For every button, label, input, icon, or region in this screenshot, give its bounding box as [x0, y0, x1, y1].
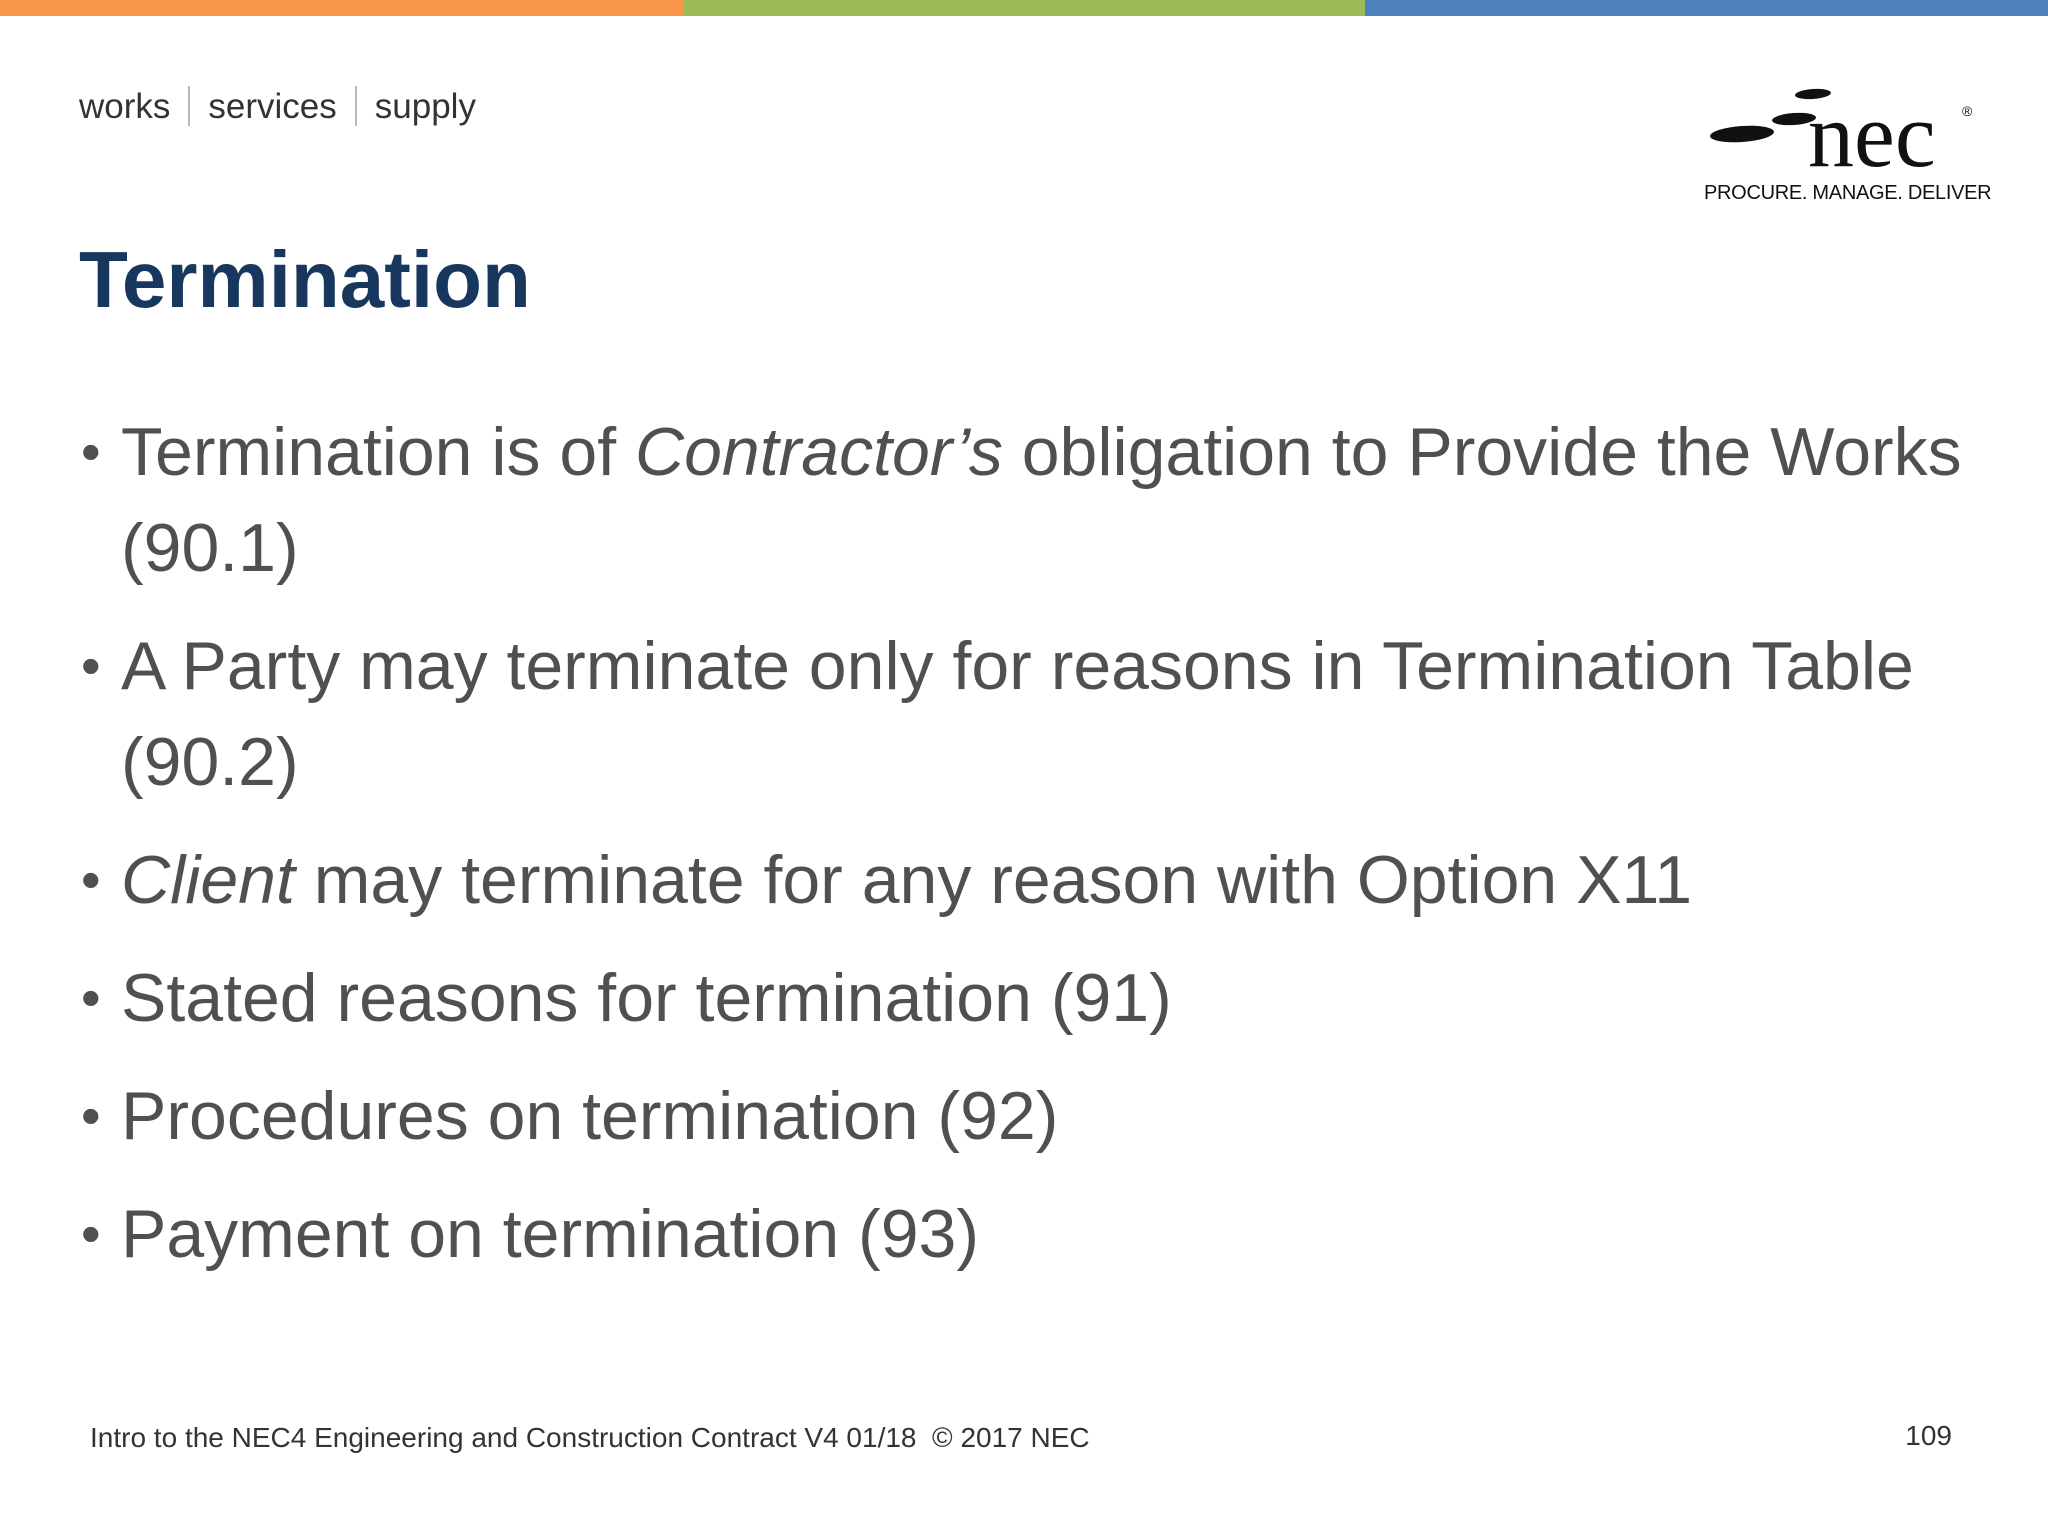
bullet-item	[79, 618, 1979, 810]
nec-logo-mark	[1700, 86, 1990, 176]
bullet-italic-term: Contractor’s	[634, 414, 1003, 490]
page-number: 109	[1905, 1420, 1952, 1451]
bullet-dot: •	[81, 634, 101, 697]
bullet-text: obligation to Provide the Works (90.1)	[121, 414, 1962, 586]
bullet-list	[79, 404, 1979, 1304]
tagline-services: services	[208, 86, 337, 126]
tagline-supply: supply	[374, 86, 476, 126]
footer-text: Intro to the NEC4 Engineering and Construction Contract V4 01/18 © 2017 NEC	[90, 1422, 1090, 1453]
bullet-text: A Party may terminate only for reasons in Termination Table (90.2)	[121, 628, 1914, 800]
top-color-bar	[0, 0, 2048, 16]
bullet-item	[79, 404, 1979, 596]
bullet-dot: •	[81, 1084, 101, 1147]
slide-title: Termination	[79, 235, 531, 324]
tagline-works: works	[79, 86, 171, 126]
bullet-text: may terminate for any reason with Option X11	[294, 842, 1693, 918]
bullet-item	[79, 950, 1979, 1046]
bullet-dot: •	[81, 420, 101, 483]
bullet-text: Termination is of	[121, 414, 635, 490]
tagline-divider	[188, 86, 190, 126]
top-bar-blue-segment	[1365, 0, 2048, 16]
registered-mark: ®	[1962, 103, 1973, 119]
bullet-item	[79, 1068, 1979, 1164]
bullet-dot: •	[81, 1202, 101, 1265]
nec-logo	[1700, 86, 1990, 206]
bullet-text: Stated reasons for termination (91)	[121, 960, 1172, 1036]
header-tagline	[79, 86, 476, 126]
top-bar-green-segment	[683, 0, 1366, 16]
tagline-divider	[355, 86, 357, 126]
top-bar-orange-segment	[0, 0, 683, 16]
bullet-text: Procedures on termination (92)	[121, 1078, 1059, 1154]
bullet-dot: •	[81, 848, 101, 911]
bullet-italic-term: Client	[121, 842, 295, 918]
bullet-item	[79, 832, 1979, 928]
logo-slogan: PROCURE. MANAGE. DELIVER	[1704, 182, 1992, 204]
bullet-dot: •	[81, 966, 101, 1029]
bullet-item	[79, 1186, 1979, 1282]
bullet-text: Payment on termination (93)	[121, 1196, 979, 1272]
nec-wordmark: nec	[1808, 86, 1936, 176]
